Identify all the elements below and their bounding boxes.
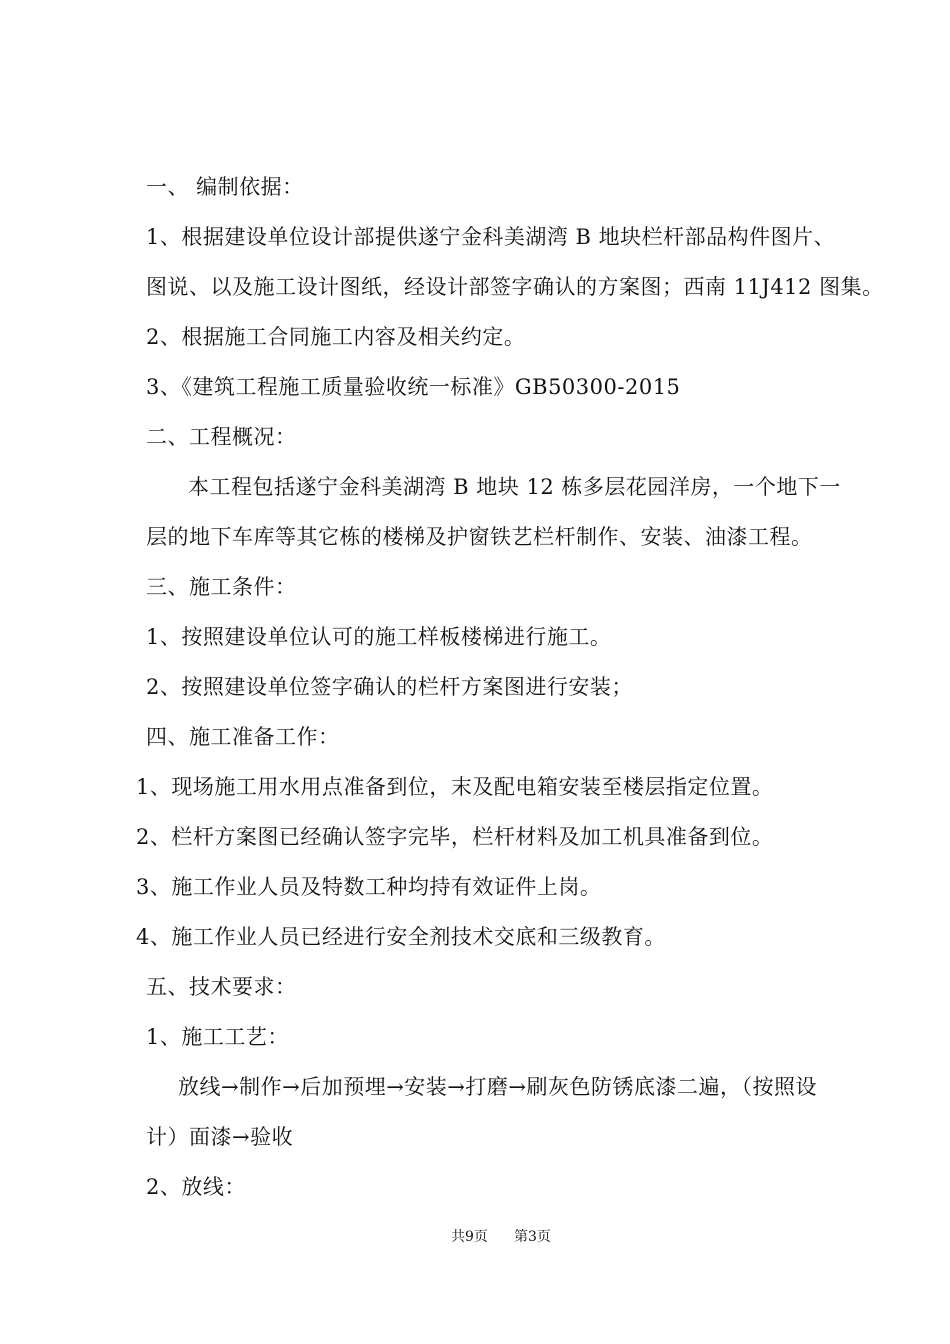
section-heading-basis: 一、 编制依据： — [146, 175, 304, 199]
section-heading-overview: 二、工程概况： — [146, 425, 297, 449]
footer-total-pages: 共9页 — [451, 1229, 488, 1245]
paragraph-line: 图说、以及施工设计图纸，经设计部签字确认的方案图；西南 11J412 图集。 — [146, 275, 884, 299]
paragraph-line: 2、栏杆方案图已经确认签字完毕，栏杆材料及加工机具准备到位。 — [136, 825, 774, 849]
paragraph-line: 1、现场施工用水用点准备到位，末及配电箱安装至楼层指定位置。 — [136, 775, 774, 799]
paragraph-line: 放线→制作→后加预埋→安装→打磨→刷灰色防锈底漆二遍，（按照设 — [178, 1075, 817, 1099]
paragraph-line: 3、《建筑工程施工质量验收统一标准》GB50300-2015 — [146, 375, 681, 399]
paragraph-line: 3、施工作业人员及特数工种均持有效证件上岗。 — [136, 875, 602, 899]
section-heading-technical: 五、技术要求： — [146, 975, 297, 999]
section-heading-conditions: 三、施工条件： — [146, 575, 297, 599]
paragraph-line: 1、按照建设单位认可的施工样板楼梯进行施工。 — [146, 625, 612, 649]
section-heading-preparation: 四、施工准备工作： — [146, 725, 340, 749]
paragraph-line: 1、根据建设单位设计部提供遂宁金科美湖湾 B 地块栏杆部品构件图片、 — [146, 225, 836, 249]
paragraph-line: 1、施工工艺： — [146, 1025, 289, 1049]
paragraph-line: 2、根据施工合同施工内容及相关约定。 — [146, 325, 526, 349]
footer-current-page: 第3页 — [514, 1229, 551, 1245]
paragraph-line: 2、放线： — [146, 1175, 246, 1199]
paragraph-line: 本工程包括遂宁金科美湖湾 B 地块 12 栋多层花园洋房，一个地下一 — [188, 475, 841, 499]
paragraph-line: 计）面漆→验收 — [146, 1125, 294, 1149]
paragraph-line: 4、施工作业人员已经进行安全剂技术交底和三级教育。 — [136, 925, 666, 949]
paragraph-line: 2、按照建设单位签字确认的栏杆方案图进行安装； — [146, 675, 633, 699]
paragraph-line: 层的地下车库等其它栋的楼梯及护窗铁艺栏杆制作、安装、油漆工程。 — [146, 525, 813, 549]
